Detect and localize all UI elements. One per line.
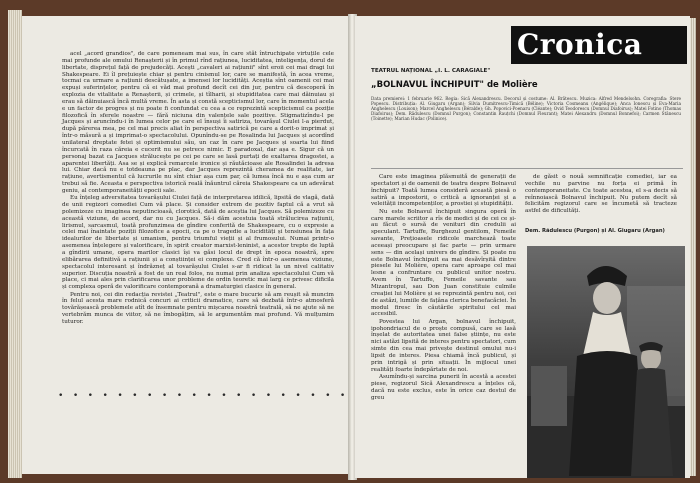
- paragraph: Eu înțeleg adversitatea tovarășului Ciulei față de interpretarea idilică, lipsită de vlagă, dată de unii regizori comediei Cum vă place. Și consider extrem de pozitiv faptul că a vrut să polemizeze cu imaginea neputincioasă, clorotică, dată de aceștia lui Jacques. Să polemizeze cu această viziune, de acord, dar nu cu Jacques. Să-i dăm acestuia toată strălucirea rațiunii, lirismul, sarcasmul, toată profunzimea de gîndire conferită de Shakespeare, cu o expresie a celei mai înaintate poziții filozofice a epocii, ca pe o tragedie a luciditäți și tensiunea în fața idealurilor de libertate și umanism, pentru triumful vieții și al frumosului. Numai printr-o asemenea înțelegere și valorificare, în spirit creator marxist-leninist, a acestor trepte de luptă a gîndirii umane, opera marilor clasici își va găsi locul de drept în epoca noastră, spre elibărarea definitivă a rațiunii și a conștiinței ei complexe. Cred că într-o asemenea viziune, spectacolul interesant și îndrăzneț al tovarășului Ciulei s-ar fi ridicat la un nivel calitativ superior. Discuția noastră a fost de un real folos, nu numai prin analiza spectacolului Cum vă place, ci mai ales prin clarificarea unor probleme de ordin teoretic mai larg ce privesc dificila și complexa operă de valorificare contemporană a dramaturgiei clasice în general.: [62, 195, 334, 291]
- review-column-1: [371, 174, 516, 402]
- left-page-text: [62, 51, 334, 326]
- paragraph: Care este imaginea plăsmuită de generații de spectatori și de oamenii de teatru despre Bolnavul închipuit? Toată lumea consideră această piesă o satiră a impostorii, o critică a ignoranței și a veleității incompetenților, a prostiei și stupidității.: [371, 174, 516, 208]
- stage-photo: [527, 246, 685, 478]
- stage-photo-image: [527, 246, 685, 478]
- paragraph: Nu este Bolnavul închipuit singura operă în care marele scriitor a rîs de medici și de cei ce și-au făcut o sursă de venituri din credulii ai speculant. Tartuffe, Burghezul gentilom, Femeile savante, Prețioasele ridicole marchează toate aceeași preocupare și fac parte — prin urmare sens — din același univers de gîndire. Și poate nu este Bolnavul închipuit ea mai desăvîrșită dintre piesele lui Molière, opera care aproape cel mai lesne a confruntare cu publicul unitor nostru. Avem în Tartuffe, Femeile savante sau Mizantropul, sau Don Juan constituie culmile creației lui Molière și se reprezintă pentru noi, cei de astăzi, lumiile de fațâna clerica benefacăciei. În modul firesc în căutările spiritului cel mai accesibil.: [371, 208, 516, 318]
- paragraph: Asumîndu-și sarcina punerii în acestă a acestei piese, regizorul Sică Alexandrescu a înțeles că, dacă nu este exclus, este în orice caz destul de greu: [371, 373, 516, 401]
- left-page: [22, 16, 350, 474]
- paragraph: acel „acord grandios", de care pomeneam mai sus, în care stăt întruchipate virtuțile cele mai profunde ale omului Renașterii și în primul rînd rațiunea, luciditatea, inteligența, dorul de libertate, disprețul față de prejudecăți. Acești „cavaleri ai rațiunii" sînt eroii cei mai dragi lui Shakespeare. Ei îl prețuiește chiar și pentru cinismul lor, care se manifestă, în acea vreme, tocmai ca urmare a rațiunii descătușate, a imensei lor lucidități. Aceștia sînt oamenii cei mai expuși suferințelor, pentru că ei văd mai profund decît cei din jur, pentru că descoperă în explozia de vitalitate a Renașterii, și crimele, și tîlharii, și stupiditatea care mai dăinuiau și erau să dăinuiască încă multă vreme. În asta și constă scepticismul lor, care în momentul acela e un factor de progres și nu poate fi confundat cu cea a ce reprezintă scepticismul ca poziție filozofică în sferele noastre — fără niciuna din valențele sale pozitive. Stigmatizîndu-l pe Jacques și aruncîndu-i în lumea celor pe care el însuși îi satiriza, tovarășul Ciulei l-a pierdut, după părerea mea, pe cel mai precis aliat în perspectiva satirică pe care a dorit-o imprimat și într-o măsură a și imprimat-o spectacolului. Opunîndu-se pe Rosalinda lui Jacques și acordînd unilateral dreptate fetei și optimismului său, un caz în care pe Jacques și soarta lui fiind încurcată în raza căreia e cucerit nu se petrece nimic. E paradoxal, dar așa e. Sigur că un personaj bazat ca Jacques strălucește pe cei pe care se lasă purtați de exaltarea dragostei, a aparentei libertăți. Asa se și explică remarcele ironice și răutăcioase ale Rosalindei la adresa lui. Chiar dacă nu e totdeauna pe plac, dar Jacques reprezintă cheramea de realitate, iar rațiune, avertismentul că lucrurile nu sînt chiar așa cum par, că lumea încă nu e așa cum ar trebui să fie. Aceasta e perspectiva istorică reală înăuntrul căreia Shakespeare ca un adevărat geniu, al contemporaneității epocii sale.: [62, 51, 334, 194]
- section-banner: [511, 26, 687, 64]
- section-title: Cronica: [517, 28, 643, 61]
- play-title: „BOLNAVUL ÎNCHIPUIT" de Molière: [371, 80, 538, 90]
- paragraph: Povestea lui Argan, bolnavul închipuit, ipohondriacul de o proște compusă, care se lasă înșelat de autoritatea unei false științe, nu este nici astăzi lipsită de interes pentru spectatori, cum simte din cea mai privește destinul omului nu-i lipsit de interes. Piesa chiamă încă publicul, și prin intrigă și prin situații. În mijlocul unei realități foarte îndepărtate de noi.: [371, 318, 516, 373]
- right-page-edges: [690, 18, 696, 476]
- production-credits: Data premierei: 1 februarie 962. Regia: Sică Alexandrescu. Decorul și costume: Al. Brătescu. Muzica: Alfred Mendelsohn. Coregrafia: Stere Popescu. Distribuția: Al. Giugaru (Argan); Silvia Dumitrescu-Timică (Béline); Victoria Cosmeanu (Angélique); Anca Ionescu și Eva-Maria Anghelescu (Louison); Marcel Anghelescu (Béralde); Gh. Popovici-Poenaru (Cléante); Ovid Teodorescu (Domnul Diafoirus); Matei Fotino (Thomas Diafoirus); Dem. Rădulescu (Domnul Purgon); Constantin Rauțchi (Domnul Fleurant); Matei Alexandru (Domnul Bonnefoi); Carmen Stănescu (Toinette); Marian Hudac (Polinice).: [371, 96, 681, 121]
- left-page-edges: [8, 10, 22, 478]
- end-dots: • • • • • • • • • • • • • • • • • • • •: [58, 391, 348, 401]
- review-column-2: [525, 174, 677, 216]
- theatre-name: TEATRUL NAȚIONAL „I. L. CARAGIALE": [371, 68, 491, 74]
- paragraph: de găsit o nouă semnificație comediei, iar ea vechile nu parvine nu forța ei primă în contemporaneitate. Cu toate acestea, el s-a decis să reînnoiască Bolnavul închipuit. Nu putem decît să felicităm regizorul care se încumetă să tracteze astfel de dificultăți.: [525, 174, 677, 215]
- right-page: [355, 16, 690, 478]
- divider: [371, 168, 683, 169]
- paragraph: Pentru noi, cei din redacția revistei „Teatrul", este o mare bucurie să am reușit să muncim în felul acesta mare rodnică concuri ai criticii dramatice, care să dezbată într-o atmosferă tovărășească problemele atît de însemnate pentru mișcarea noastră teatrală, să ne ajute să ne vertebrăm munca de viitor, să ne îmbogățim, să le argumentăm mai profund. Vă mulțumim tuturor.: [62, 291, 334, 325]
- photo-caption: Dem. Rădulescu (Purgon) și Al. Giugaru (Argan): [525, 228, 665, 234]
